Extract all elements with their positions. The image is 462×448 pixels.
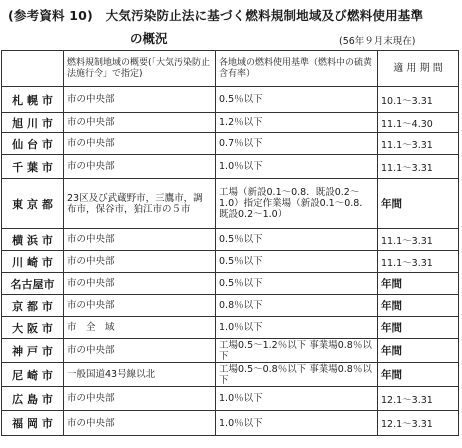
cell-regulated-area: 市の中央部 <box>64 155 216 179</box>
table-row <box>2 295 459 317</box>
table-row <box>2 317 459 339</box>
header-fuel-standard: 各地域の燃料使用基準（燃料中の硫黄含有率） <box>216 51 378 87</box>
cell-fuel-standard: 工場0.5～0.8％以下 事業場0.8％以下 <box>216 363 378 387</box>
cell-regulated-area: 市の中央部 <box>64 339 216 363</box>
document-title: (参考資料 10) 大気汚染防止法に基づく燃料規制地域及び燃料使用基準 <box>8 8 424 23</box>
table-row <box>2 87 459 113</box>
cell-city: 広 島 市 <box>2 387 64 411</box>
header-regulated-area: 燃料規制地域の概要(「大気汚染防止法施行令」で指定) <box>64 51 216 87</box>
cell-city: 東 京 都 <box>2 179 64 229</box>
cell-application-period: 年間 <box>378 295 459 317</box>
cell-application-period: 12.1～3.31 <box>378 387 459 411</box>
as-of-date-note: (56年９月末現在) <box>339 36 416 47</box>
cell-fuel-standard: 1.0％以下 <box>216 317 378 339</box>
cell-application-period: 年間 <box>378 273 459 295</box>
cell-regulated-area: 市の中央部 <box>64 411 216 436</box>
cell-fuel-standard: 0.5％以下 <box>216 273 378 295</box>
cell-city: 札 幌 市 <box>2 87 64 113</box>
table-body <box>2 87 459 436</box>
cell-regulated-area: 市の中央部 <box>64 133 216 155</box>
table-row <box>2 273 459 295</box>
cell-application-period: 年間 <box>378 339 459 363</box>
cell-regulated-area: 23区及び武蔵野市，三鷹市，調布市，保谷市，狛江市の５市 <box>64 179 216 229</box>
cell-application-period: 11.1～3.31 <box>378 133 459 155</box>
table-row <box>2 411 459 436</box>
cell-city: 京 都 市 <box>2 295 64 317</box>
cell-city: 川 崎 市 <box>2 251 64 273</box>
table-row <box>2 339 459 363</box>
header-city <box>2 51 64 87</box>
cell-city: 名古屋市 <box>2 273 64 295</box>
table-row <box>2 179 459 229</box>
header-application-period: 適 用 期 間 <box>378 51 459 87</box>
cell-fuel-standard: 1.0％以下 <box>216 155 378 179</box>
cell-fuel-standard: 0.8％以下 <box>216 295 378 317</box>
cell-regulated-area: 市の中央部 <box>64 251 216 273</box>
cell-application-period: 年間 <box>378 179 459 229</box>
table-row <box>2 133 459 155</box>
table-row <box>2 251 459 273</box>
cell-fuel-standard: 0.5％以下 <box>216 229 378 251</box>
cell-city: 旭 川 市 <box>2 113 64 133</box>
cell-application-period: 11.1～3.31 <box>378 155 459 179</box>
cell-regulated-area: 市の中央部 <box>64 387 216 411</box>
cell-city: 大 阪 市 <box>2 317 64 339</box>
fuel-regulation-table <box>1 50 459 436</box>
cell-application-period: 年間 <box>378 363 459 387</box>
cell-regulated-area: 市の中央部 <box>64 273 216 295</box>
cell-fuel-standard: 1.0％以下 <box>216 411 378 436</box>
table-row <box>2 387 459 411</box>
cell-application-period: 年間 <box>378 317 459 339</box>
cell-regulated-area: 市 全 域 <box>64 317 216 339</box>
cell-city: 千 葉 市 <box>2 155 64 179</box>
cell-city: 横 浜 市 <box>2 229 64 251</box>
cell-regulated-area: 市の中央部 <box>64 229 216 251</box>
cell-application-period: 10.1～3.31 <box>378 87 459 113</box>
cell-application-period: 11.1～4.30 <box>378 113 459 133</box>
cell-fuel-standard: 1.2％以下 <box>216 113 378 133</box>
cell-fuel-standard: 0.7％以下 <box>216 133 378 155</box>
cell-city: 尼 崎 市 <box>2 363 64 387</box>
cell-regulated-area: 市の中央部 <box>64 87 216 113</box>
cell-fuel-standard: 0.5％以下 <box>216 251 378 273</box>
table-header-row <box>2 51 459 87</box>
cell-city: 福 岡 市 <box>2 411 64 436</box>
table-row <box>2 113 459 133</box>
cell-regulated-area: 一般国道43号線以北 <box>64 363 216 387</box>
document-title-continued: の概況 <box>130 31 168 46</box>
cell-regulated-area: 市の中央部 <box>64 295 216 317</box>
cell-regulated-area: 市の中央部 <box>64 113 216 133</box>
cell-fuel-standard: 0.5％以下 <box>216 87 378 113</box>
cell-city: 仙 台 市 <box>2 133 64 155</box>
cell-application-period: 11.1～3.31 <box>378 229 459 251</box>
cell-city: 神 戸 市 <box>2 339 64 363</box>
cell-application-period: 11.1～3.31 <box>378 251 459 273</box>
table-row <box>2 229 459 251</box>
table-row <box>2 363 459 387</box>
cell-fuel-standard: 1.0％以下 <box>216 387 378 411</box>
cell-fuel-standard: 工場（新設0.1～0.8．既設0.2～1.0）指定作業場（新設0.1～0.8．既設0.2～1.0） <box>216 179 378 229</box>
table-row <box>2 155 459 179</box>
cell-fuel-standard: 工場0.5～1.2％以下 事業場0.8％以下 <box>216 339 378 363</box>
cell-application-period: 12.1～3.31 <box>378 411 459 436</box>
